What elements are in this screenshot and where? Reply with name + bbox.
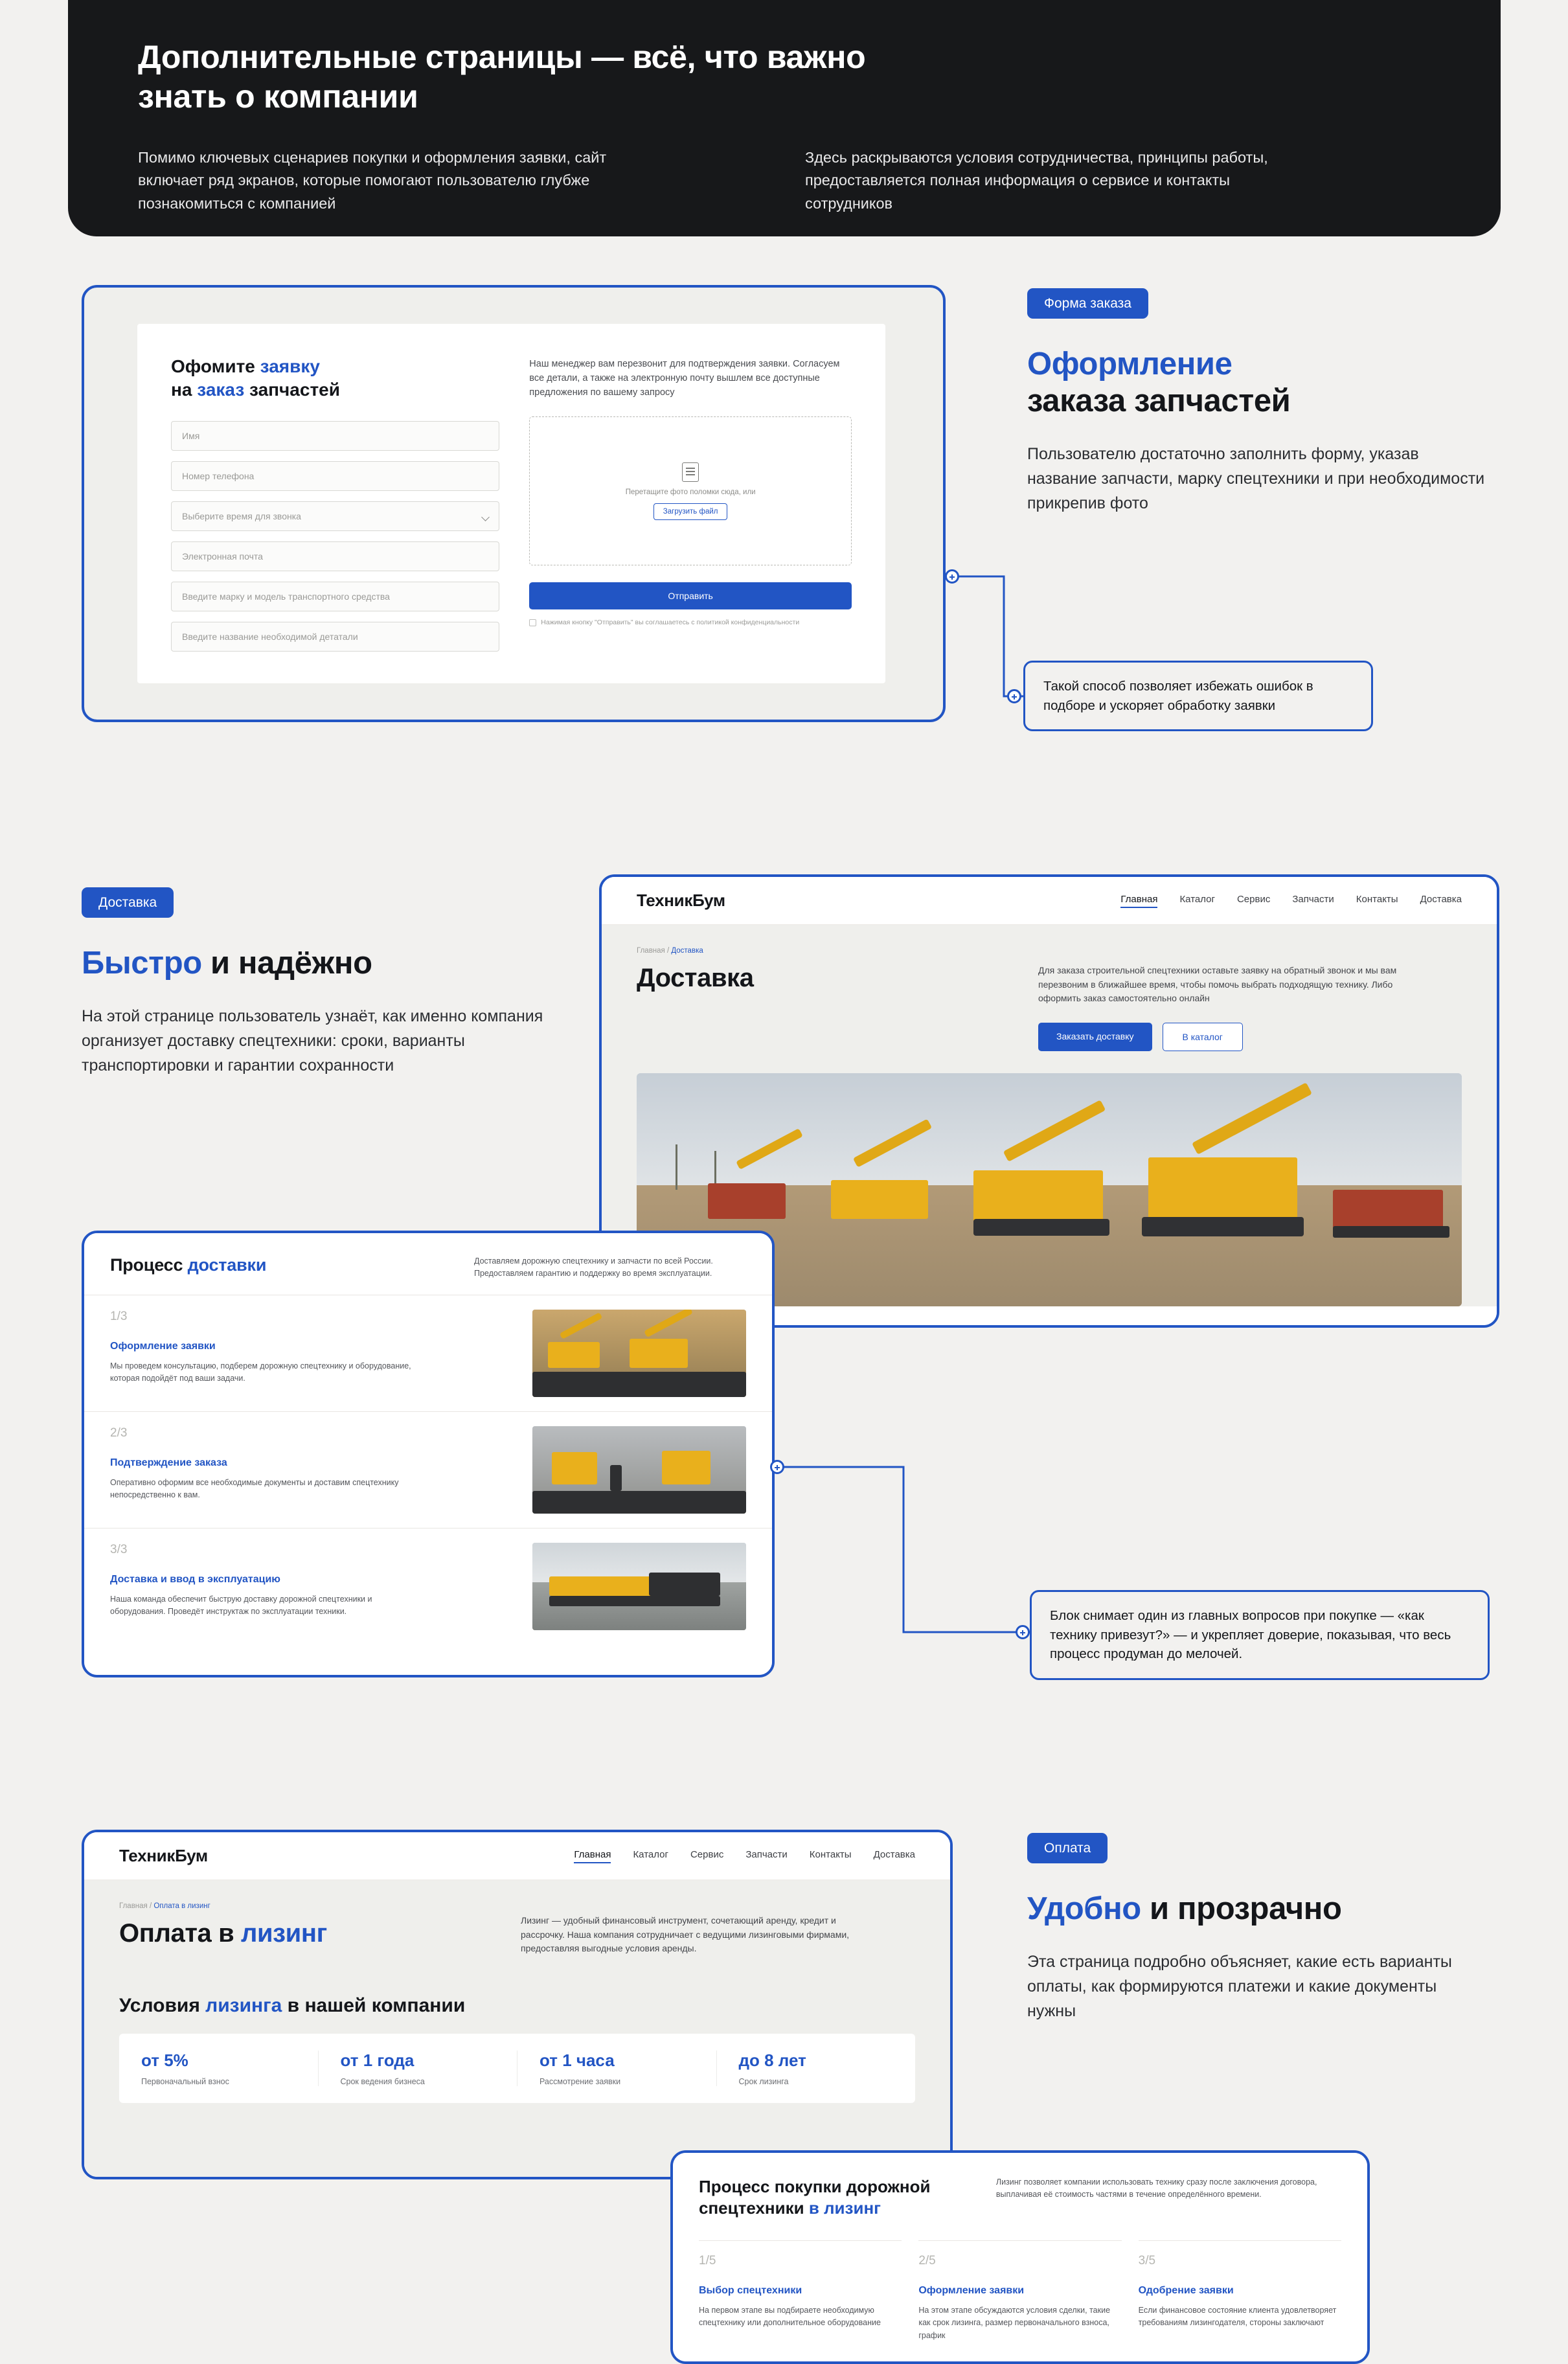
connector-node-top	[945, 569, 959, 584]
hero-text-left: Помимо ключевых сценариев покупки и оформления заявки, сайт включает ряд экранов, которые помогают пользователю глубже познакомиться с компанией	[138, 149, 607, 212]
site-logo[interactable]: ТехникБум	[119, 1846, 208, 1865]
site-page-title: Оплата в лизинг	[119, 1919, 327, 1948]
nav-item-delivery[interactable]: Доставка	[1420, 893, 1462, 905]
leasing-process-columns	[699, 2240, 1341, 2342]
step-number: 1/3	[110, 1309, 128, 1323]
step-text: Мы проведем консультацию, подберем дорожную спецтехнику и оборудование, которая подойдёт под ваши задачи.	[110, 1361, 411, 1383]
leasing-terms-title: Условия лизинга в нашей компании	[119, 1995, 466, 2017]
process-header	[84, 1233, 772, 1295]
nav-item-catalog[interactable]: Каталог	[633, 1848, 668, 1860]
site-hero-buttons	[1038, 1023, 1401, 1051]
delivery-section-body: На этой странице пользователь узнаёт, как именно компания организует доставку спецтехники: сроки, варианты транспортировки и гарантии сохранности	[82, 1006, 543, 1074]
step-text: На первом этапе вы подбираете необходимую спецтехнику или дополнительное оборудование	[699, 2306, 881, 2328]
page-title: Дополнительные страницы — всё, что важно знать о компании	[138, 39, 866, 115]
checkbox-icon[interactable]	[529, 619, 536, 626]
term-label: Рассмотрение заявки	[540, 2077, 621, 2087]
step-text: Если финансовое состояние клиента удовлетворяет требованиям лизингодателя, стороны заключают	[1138, 2306, 1337, 2328]
breadcrumb: Главная / Доставка	[637, 947, 703, 955]
term-label: Срок лизинга	[738, 2077, 789, 2087]
step-title: Выбор спецтехники	[699, 2285, 802, 2296]
delivery-process-card	[84, 1233, 772, 1675]
term-item	[717, 2051, 916, 2086]
tag-order-form: Форма заказа	[1027, 288, 1148, 319]
process-step-row	[84, 1528, 772, 1644]
nav-item-delivery[interactable]: Доставка	[873, 1848, 915, 1860]
site-page-title: Доставка	[637, 964, 754, 992]
nav-item-home[interactable]: Главная	[1120, 894, 1157, 908]
term-label: Срок ведения бизнеса	[340, 2077, 425, 2087]
step-title: Оформление заявки	[110, 1340, 216, 1352]
delivery-section-title: Быстро и надёжно	[82, 946, 372, 981]
step-number: 2/3	[110, 1426, 128, 1440]
leasing-step	[1139, 2240, 1341, 2342]
connector-node-bottom	[1007, 689, 1021, 703]
term-value: от 5%	[141, 2051, 188, 2071]
delivery-callout: Блок снимает один из главных вопросов при покупке — «как технику привезут?» — и укрепляет доверие, показывая, что весь процесс продуман до мелочей.	[1030, 1590, 1490, 1680]
order-text-column	[1027, 288, 1494, 516]
phone-input[interactable]: Номер телефона	[171, 461, 499, 491]
leasing-step	[699, 2240, 902, 2342]
order-form-left	[171, 355, 499, 652]
site-hero-right	[1038, 947, 1401, 1051]
hero-text-right: Здесь раскрываются условия сотрудничества, принципы работы, предоставляется полная информация о сервисе и контакты сотрудников	[805, 149, 1268, 212]
step-number: 2/5	[918, 2254, 936, 2267]
term-label: Первоначальный взнос	[141, 2077, 229, 2087]
order-callout: Такой способ позволяет избежать ошибок в подборе и ускоряет обработку заявки	[1023, 661, 1373, 731]
order-section-body: Пользователю достаточно заполнить форму, указав название запчасти, марку спецтехники и при необходимости прикрепив фото	[1027, 444, 1485, 512]
process-note: Доставляем дорожную спецтехнику и запчасти по всей России. Предоставляем гарантию и поддержку во время эксплуатации.	[474, 1256, 713, 1279]
site-hero-row	[119, 1902, 915, 1956]
order-form-note: Наш менеджер вам перезвонит для подтверждения заявки. Согласуем все детали, а также на электронную почту вышлем все доступные предложения по вашему запросу	[529, 359, 840, 398]
leasing-process-title: Процесс покупки дорожной спецтехники в лизинг	[699, 2177, 931, 2218]
process-title: Процесс доставки	[110, 1255, 267, 1275]
connector-node-bottom	[1016, 1625, 1030, 1639]
process-step-row	[84, 1411, 772, 1528]
step-text: Оперативно оформим все необходимые документы и доставим спецтехнику непосредственно к вам.	[110, 1477, 399, 1500]
leasing-step	[918, 2240, 1121, 2342]
step-photo	[532, 1426, 746, 1514]
order-form-right	[529, 355, 852, 652]
step-title: Доставка и ввод в эксплуатацию	[110, 1573, 280, 1585]
policy-text: Нажимая кнопку "Отправить" вы соглашаетесь с политикой конфиденциальности	[541, 619, 800, 627]
term-value: от 1 часа	[540, 2051, 615, 2071]
site-nav-links	[574, 1849, 915, 1863]
site-navbar	[84, 1832, 950, 1880]
leasing-terms-table	[119, 2034, 915, 2103]
site-hero-text: Лизинг — удобный финансовый инструмент, сочетающий аренду, кредит и рассрочку. Наша компания сотрудничает с ведущими лизинговыми фирмами, предоставляя выгодные условия аренды.	[521, 1915, 850, 1954]
leasing-process-card	[673, 2153, 1367, 2361]
step-number: 3/5	[1138, 2254, 1156, 2267]
nav-item-parts[interactable]: Запчасти	[745, 1848, 788, 1860]
email-input[interactable]: Электронная почта	[171, 541, 499, 571]
step-number: 1/5	[699, 2254, 716, 2267]
vehicle-input[interactable]: Введите марку и модель транспортного средства	[171, 582, 499, 611]
order-form-mock	[137, 324, 885, 683]
leasing-process-header	[699, 2176, 1341, 2218]
term-item	[517, 2051, 717, 2086]
delivery-process-frame	[82, 1231, 775, 1677]
order-form-fields	[171, 421, 499, 652]
order-section-title: Оформление заказа запчастей	[1027, 347, 1291, 418]
order-form-heading: Офомите заявку на заказ запчастей	[171, 356, 340, 400]
breadcrumb: Главная / Оплата в лизинг	[119, 1902, 210, 1910]
tag-payment: Оплата	[1027, 1833, 1108, 1863]
upload-file-button[interactable]: Загрузить файл	[653, 503, 728, 520]
delivery-text-column	[82, 887, 574, 1078]
site-content	[84, 1880, 950, 2179]
step-text: Наша команда обеспечит быструю доставку дорожной спецтехники и оборудования. Проведёт инструктаж по эксплуатации техники.	[110, 1594, 372, 1617]
hero-banner	[68, 0, 1501, 236]
leasing-process-frame	[670, 2150, 1370, 2364]
payment-section-title: Удобно и прозрачно	[1027, 1891, 1342, 1926]
term-value: от 1 года	[340, 2051, 415, 2071]
payment-site-mock	[84, 1832, 950, 2177]
step-photo	[532, 1310, 746, 1397]
term-item	[119, 2051, 319, 2086]
step-number: 3/3	[110, 1542, 128, 1556]
name-input[interactable]: Имя	[171, 421, 499, 451]
connector-node-top	[770, 1460, 784, 1474]
site-hero-left	[637, 947, 999, 993]
submit-button[interactable]: Отправить	[529, 582, 852, 609]
step-title: Одобрение заявки	[1138, 2285, 1234, 2296]
nav-item-service[interactable]: Сервис	[690, 1848, 724, 1860]
site-hero-row	[637, 947, 1462, 1051]
step-title: Оформление заявки	[918, 2285, 1025, 2296]
policy-consent[interactable]	[529, 619, 852, 626]
file-dropzone[interactable]	[529, 416, 852, 565]
site-nav-links	[1120, 894, 1462, 908]
nav-item-contacts[interactable]: Контакты	[809, 1848, 852, 1860]
call-time-select[interactable]: Выберите время для звонка	[171, 501, 499, 531]
site-navbar	[602, 877, 1497, 925]
term-item	[319, 2051, 518, 2086]
hero-columns	[138, 146, 1431, 215]
payment-site-frame	[82, 1830, 953, 2179]
nav-item-service[interactable]: Сервис	[1236, 893, 1271, 905]
payment-section-body: Эта страница подробно объясняет, какие есть варианты оплаты, как формируются платежи и какие документы нужны	[1027, 1952, 1452, 2020]
document-icon	[682, 462, 699, 482]
nav-item-parts[interactable]: Запчасти	[1292, 893, 1334, 905]
step-photo	[532, 1543, 746, 1630]
nav-item-home[interactable]: Главная	[574, 1849, 611, 1863]
order-delivery-button[interactable]: Заказать доставку	[1038, 1023, 1152, 1051]
part-name-input[interactable]: Введите название необходимой детатали	[171, 622, 499, 652]
site-logo[interactable]: ТехникБум	[637, 891, 725, 910]
leasing-process-note: Лизинг позволяет компании использовать технику сразу после заключения договора, выплачивая её стоимость частями в течение определённого времени.	[995, 2177, 1317, 2199]
term-value: до 8 лет	[738, 2051, 806, 2071]
tag-delivery: Доставка	[82, 887, 174, 918]
dropzone-label: Перетащите фото поломки сюда, или	[625, 488, 756, 496]
process-step-row	[84, 1295, 772, 1411]
payment-text-column	[1027, 1833, 1506, 2023]
delivery-connector	[777, 1460, 1049, 1648]
to-catalog-button[interactable]: В каталог	[1163, 1023, 1243, 1051]
nav-item-catalog[interactable]: Каталог	[1179, 893, 1215, 905]
nav-item-contacts[interactable]: Контакты	[1356, 893, 1398, 905]
site-hero-text: Для заказа строительной спецтехники оставьте заявку на обратный звонок и мы вам перезвоним в ближайшее время, чтобы помочь выбрать подходящую технику. Либо оформить заказ самостоятельно онлайн	[1038, 965, 1397, 1004]
step-text: На этом этапе обсуждаются условия сделки, такие как срок лизинга, размер первоначального взноса, график	[918, 2306, 1111, 2340]
step-title: Подтверждение заказа	[110, 1457, 227, 1468]
